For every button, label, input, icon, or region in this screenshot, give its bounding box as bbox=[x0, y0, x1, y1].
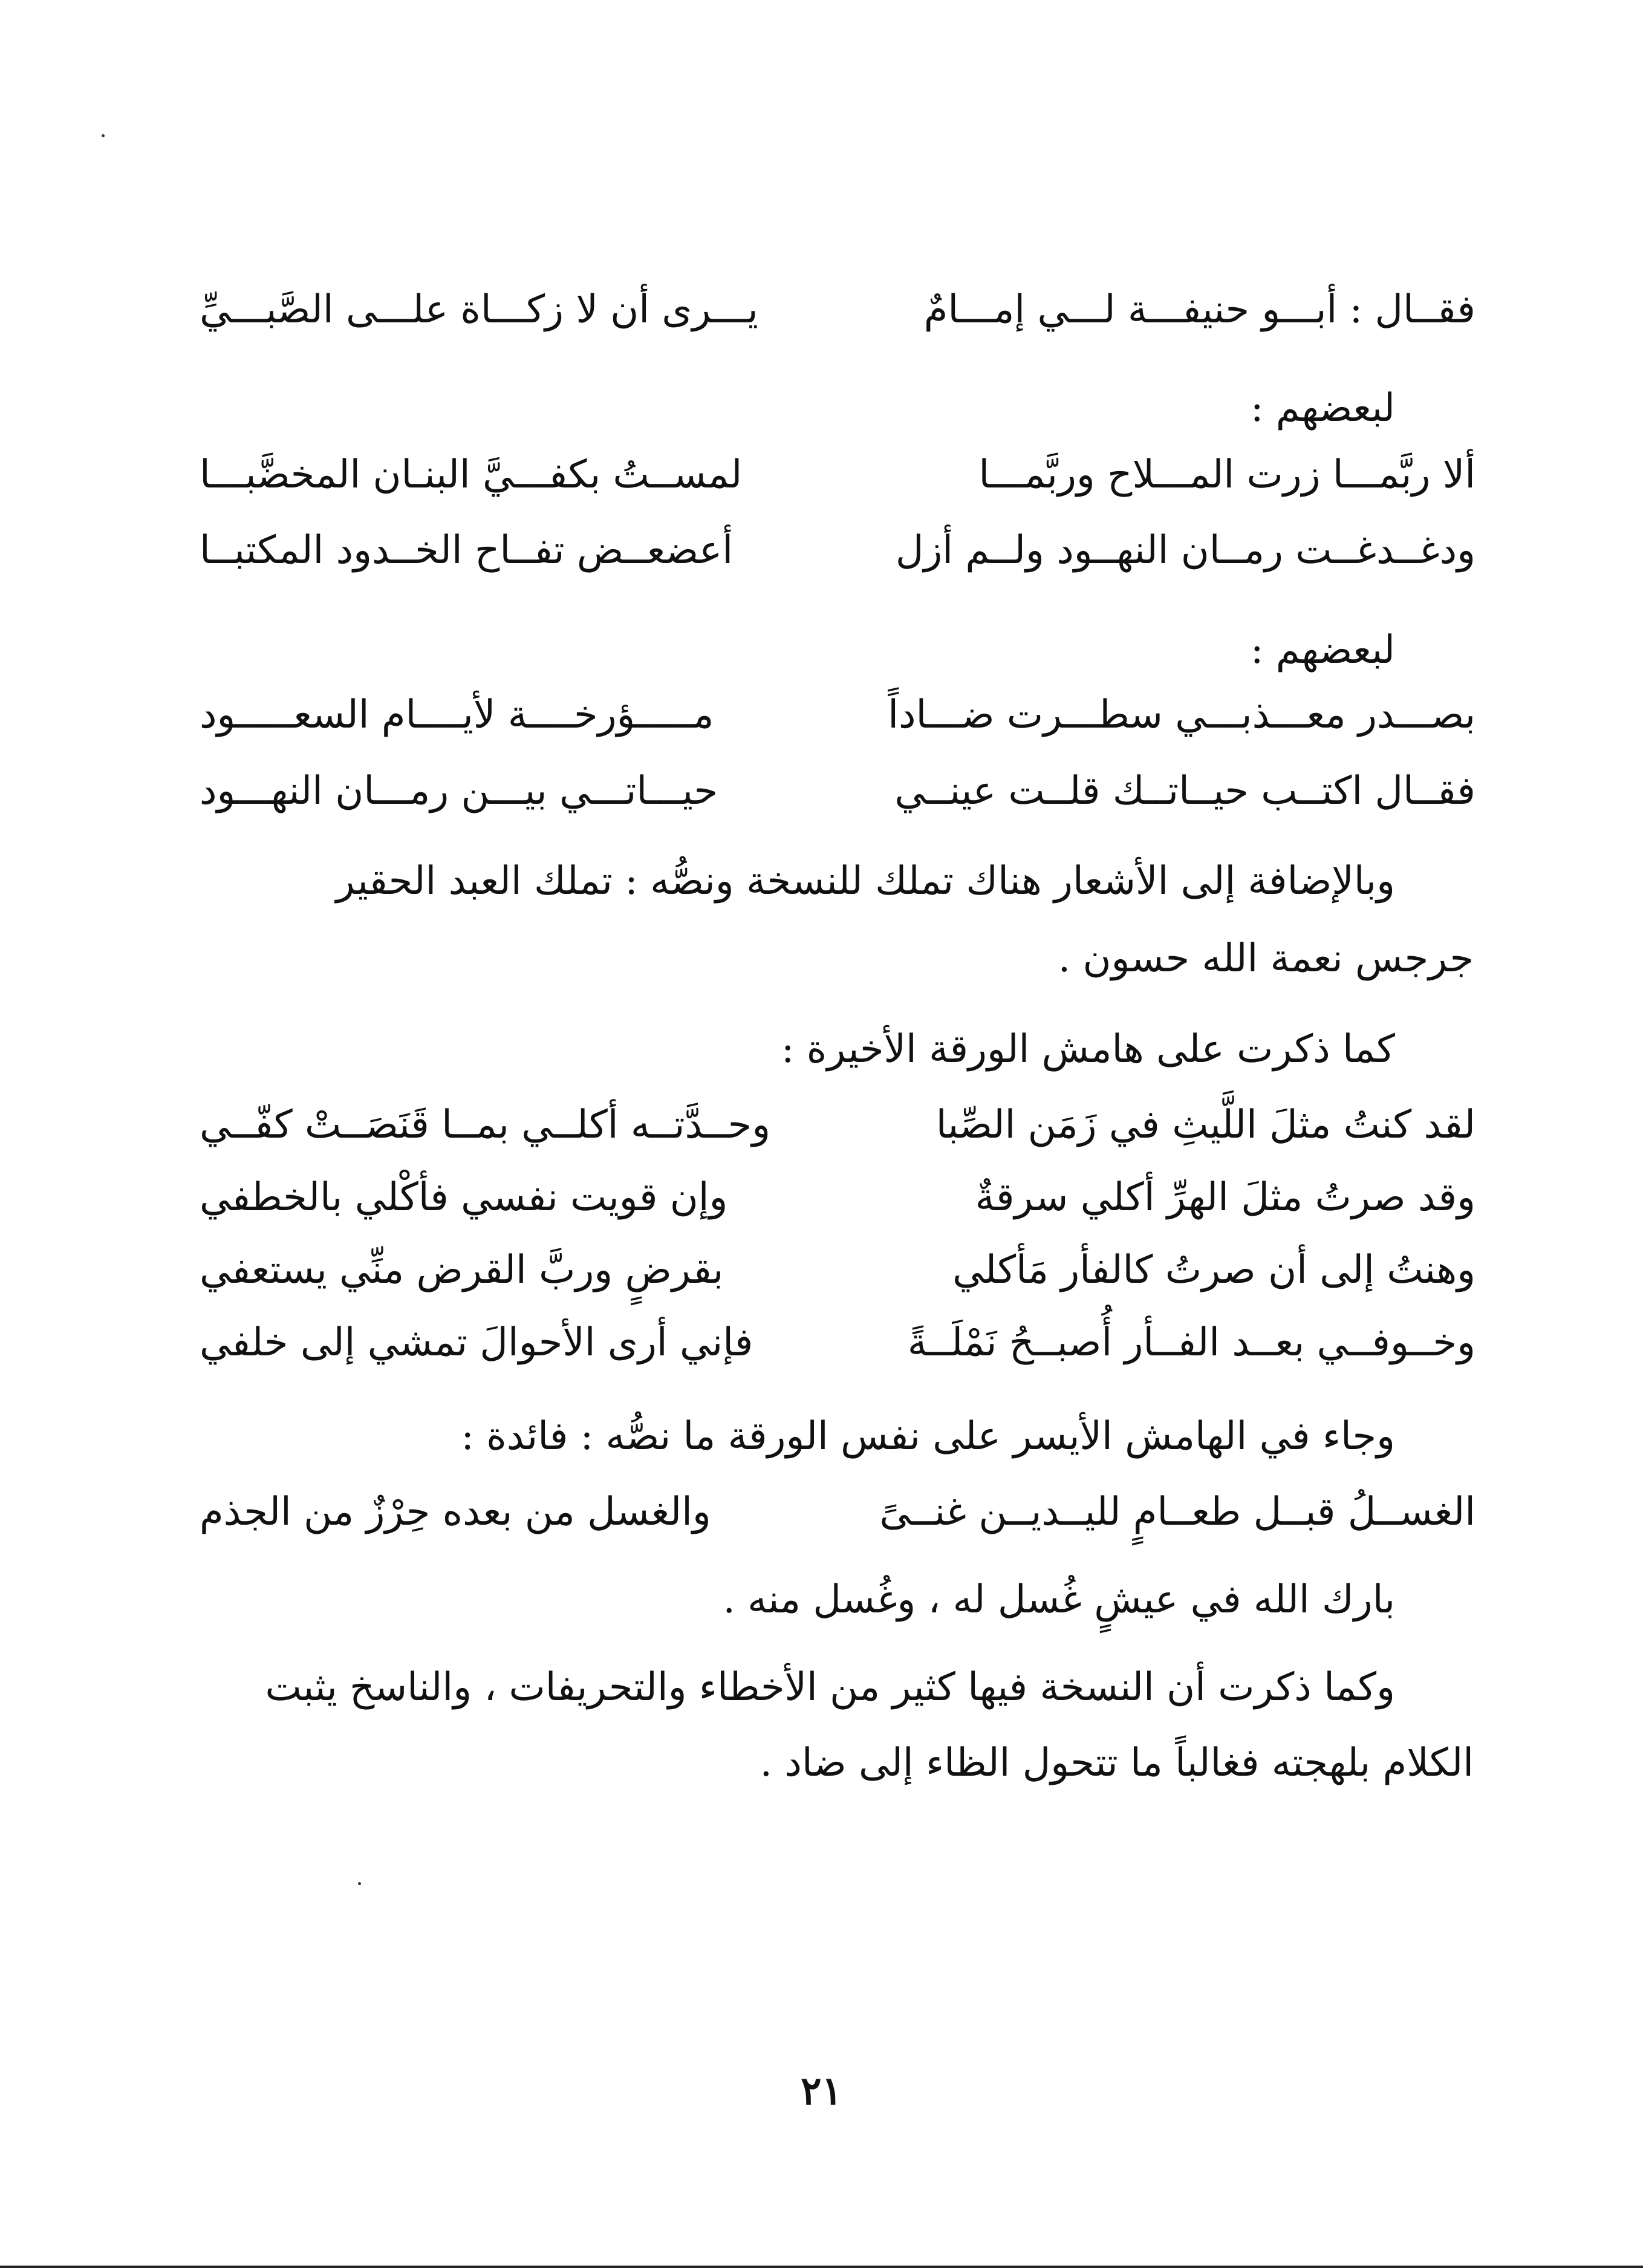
verse-hemistich-left: والغسل من بعده حِرْزٌ من الجذم bbox=[200, 1490, 711, 1534]
section-label: لبعضهم : bbox=[1250, 386, 1395, 431]
section-label: لبعضهم : bbox=[1250, 628, 1395, 673]
paragraph-line: وجاء في الهامش الأيسر على نفس الورقة ما نصُّه : فائدة : bbox=[461, 1414, 1395, 1459]
verse-hemistich-right: وقد صرتُ مثلَ الهرِّ أكلي سرقةٌ bbox=[975, 1175, 1475, 1220]
paragraph-line: الكلام بلهجته فغالباً ما تتحول الظاء إلى ضاد . bbox=[760, 1741, 1474, 1785]
verse-hemistich-right: ألا ربَّمـــا زرت المـــلاح وربَّمـــا bbox=[978, 452, 1475, 497]
verse-hemistich-right: بصـــدر معـــذبـــي سطـــرت ضـــاداً bbox=[888, 692, 1475, 737]
verse-hemistich-left: بقرضٍ وربَّ القرض منِّي يستعفي bbox=[200, 1248, 724, 1292]
verse-hemistich-left: وحــدَّتــه أكلــي بمــا قَنَصَــتْ كفّــي bbox=[200, 1103, 771, 1147]
scan-speck bbox=[102, 134, 105, 137]
verse-hemistich-right: فقــال : أبـــو حنيفـــة لـــي إمـــامٌ bbox=[923, 287, 1475, 332]
verse-hemistich-right: وخــوفــي بعــد الفــأر أُصبــحُ نَمْلَــةً bbox=[907, 1320, 1475, 1365]
verse-line bbox=[200, 1095, 1475, 1155]
scan-edge-line bbox=[0, 2266, 1643, 2268]
paragraph-line: وكما ذكرت أن النسخة فيها كثير من الأخطاء والتحريفات ، والناسخ يثبت bbox=[265, 1665, 1395, 1710]
verse-hemistich-right: الغســلُ قبــل طعــامٍ لليــديــن غنــىً bbox=[879, 1490, 1475, 1534]
page-number: ٢١ bbox=[801, 2068, 842, 2114]
scan-speck bbox=[358, 1882, 361, 1885]
verse-line bbox=[200, 1482, 1475, 1542]
verse-hemistich-left: مـــــؤرخــــة لأيــــام السعـــــود bbox=[200, 692, 714, 737]
verse-hemistich-left: وإن قويت نفسي فأكْلي بالخطفي bbox=[200, 1175, 728, 1220]
verse-line bbox=[200, 279, 1475, 340]
paragraph-line: بارك الله في عيشٍ غُسل له ، وغُسل منه . bbox=[723, 1577, 1395, 1622]
verse-line bbox=[200, 520, 1475, 581]
verse-hemistich-left: يـــرى أن لا زكـــاة علـــى الصَّبـــيِّ bbox=[200, 287, 758, 332]
verse-hemistich-right: فقــال اكتــب حيــاتــك قلــت عينــي bbox=[894, 769, 1475, 813]
verse-hemistich-left: فإني أرى الأحوالَ تمشي إلى خلفي bbox=[200, 1320, 753, 1365]
paragraph-line: وبالإضافة إلى الأشعار هناك تملك للنسخة ونصُّه : تملك العبد الحقير bbox=[336, 859, 1395, 904]
verse-line bbox=[200, 445, 1475, 505]
verse-hemistich-left: لمســتُ بكفـــيَّ البنـان المخضَّبـــا bbox=[200, 452, 743, 497]
verse-hemistich-right: وهنتُ إلى أن صرتُ كالفأر مَأكلي bbox=[952, 1248, 1475, 1292]
verse-line bbox=[200, 1240, 1475, 1300]
verse-hemistich-right: ودغــدغــت رمــان النهــود ولــم أزل bbox=[895, 528, 1475, 573]
paragraph-line: كما ذكرت على هامش الورقة الأخيرة : bbox=[781, 1027, 1395, 1072]
verse-line bbox=[200, 761, 1475, 821]
verse-hemistich-right: لقد كنتُ مثلَ اللَّيثِ في زَمَن الصِّبا bbox=[935, 1103, 1475, 1147]
verse-hemistich-left: أعضعــض تفــاح الخــدود المكتبــا bbox=[200, 528, 734, 573]
verse-line bbox=[200, 1312, 1475, 1373]
verse-line bbox=[200, 685, 1475, 745]
verse-line bbox=[200, 1167, 1475, 1228]
verse-hemistich-left: حيـــاتـــي بيـــن رمـــان النهـــود bbox=[200, 769, 718, 813]
paragraph-line: جرجس نعمة الله حسون . bbox=[1058, 936, 1474, 981]
